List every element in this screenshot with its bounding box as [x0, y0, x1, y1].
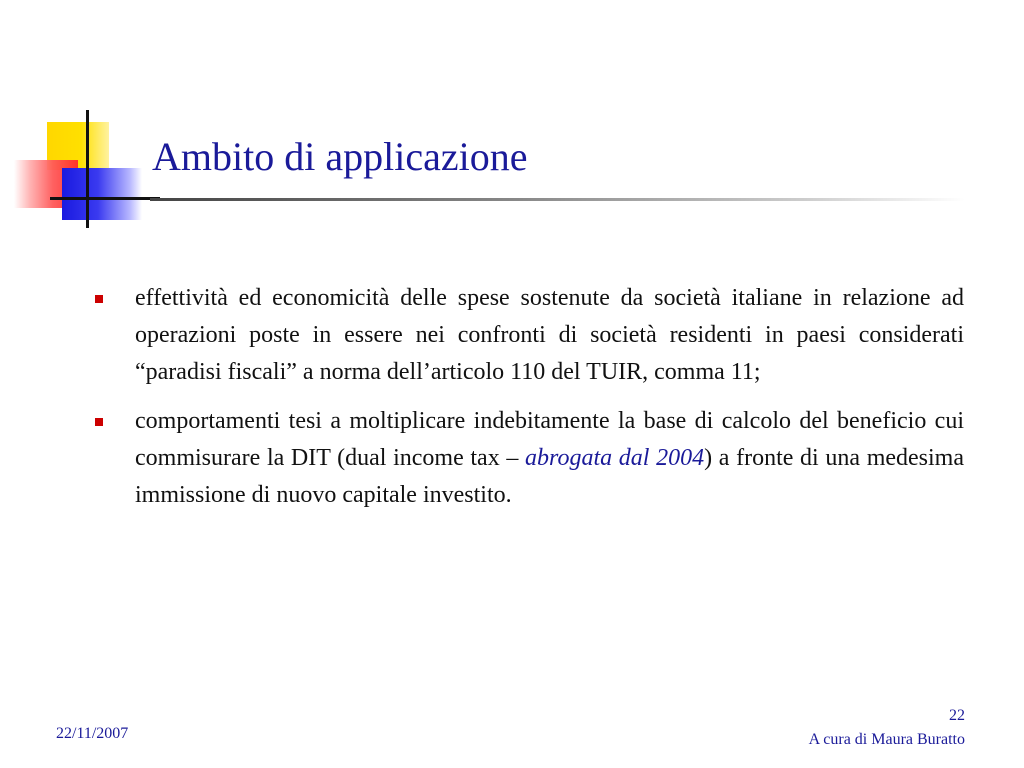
page-number: 22 — [949, 707, 965, 724]
bullet-text-before: comportamenti tesi a moltiplicare indebitamente la base di calcolo del beneficio cui commisurare la DIT (dual income tax – — [135, 408, 964, 471]
title-underline — [150, 198, 965, 201]
bullet-text-after: ) a fronte di una medesima immissione di nuovo capitale investito. — [135, 445, 964, 508]
bullet-item — [90, 280, 964, 391]
red-square-bullet-icon — [95, 295, 103, 303]
color-blocks-logo-icon — [0, 0, 160, 240]
red-square-bullet-icon — [95, 418, 103, 426]
bullet-item — [90, 403, 964, 514]
bullet-emphasis: abrogata dal 2004 — [525, 445, 705, 471]
bullet-list — [90, 280, 964, 526]
footer-date: 22/11/2007 — [56, 725, 129, 742]
logo-horizontal-line — [50, 197, 160, 200]
logo-vertical-line — [86, 110, 89, 228]
slide-title: Ambito di applicazione — [152, 134, 528, 179]
blue-block — [62, 168, 142, 220]
footer-right — [809, 704, 965, 752]
bullet-text: effettività ed economicità delle spese sostenute da società italiane in relazione ad operazioni poste in essere nei confronti di società residenti in paesi considerati “paradisi fiscali” a norma dell’articolo 110 del TUIR, comma 11; — [135, 285, 964, 385]
footer-author: A cura di Maura Buratto — [808, 731, 965, 748]
